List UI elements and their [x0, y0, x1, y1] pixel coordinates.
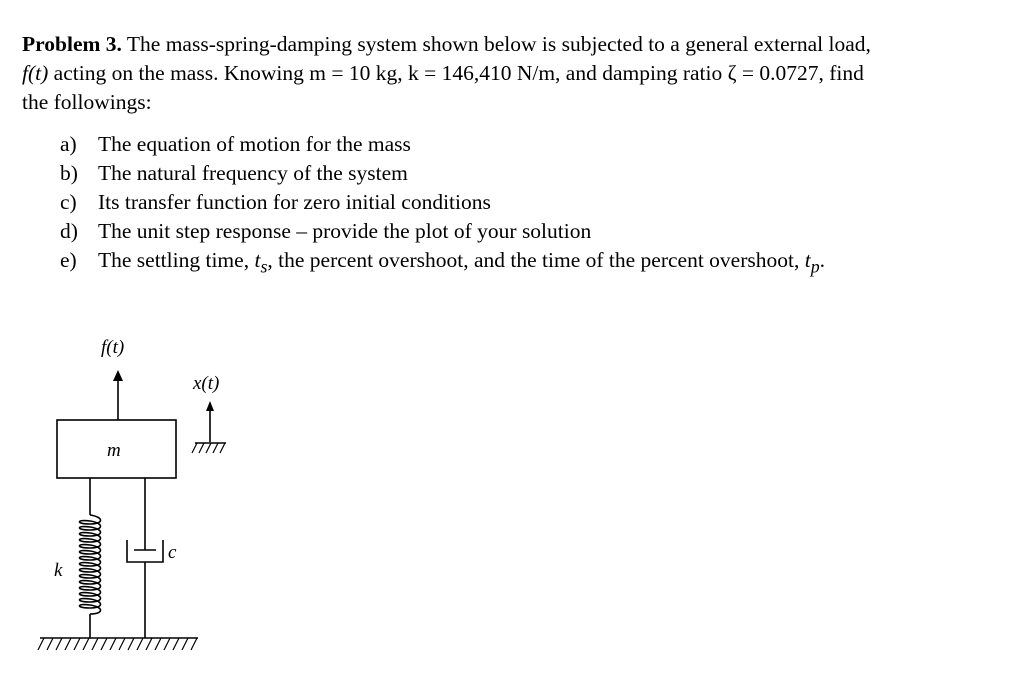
tp-subscript: p	[810, 256, 820, 277]
force-label: f(t)	[101, 337, 125, 358]
task-e-pre: The settling time,	[98, 248, 255, 272]
problem-intro-text: The mass-spring-damping system shown below is subjected to a general external load,	[121, 32, 871, 56]
task-text: Its transfer function for zero initial conditions	[98, 190, 491, 214]
task-item-a	[60, 130, 825, 159]
ground-hatch	[38, 638, 197, 650]
task-text	[98, 246, 825, 281]
problem-line-2	[22, 59, 1007, 88]
task-e-mid: , the percent overshoot, and the time of the percent overshoot,	[267, 248, 805, 272]
task-list	[60, 130, 825, 281]
problem-line-3: the followings:	[22, 90, 152, 114]
task-letter: d)	[60, 219, 78, 243]
problem-statement	[22, 30, 1007, 117]
problem-label: Problem 3.	[22, 32, 122, 56]
spring-coil	[80, 515, 101, 614]
task-text: The unit step response – provide the plot of your solution	[98, 219, 592, 243]
tp-symbol: t	[804, 248, 811, 272]
mass-label: m	[107, 440, 121, 461]
task-item-e	[60, 246, 825, 281]
task-letter: b)	[60, 161, 78, 185]
problem-intro	[22, 30, 1007, 59]
displacement-hatch	[192, 443, 225, 453]
task-letter: c)	[60, 190, 77, 214]
task-e-end: .	[819, 248, 826, 272]
force-arrowhead	[113, 370, 123, 381]
mass-spring-damper-diagram	[0, 300, 260, 670]
task-text: The natural frequency of the system	[98, 161, 408, 185]
spring-label: k	[54, 560, 63, 581]
ts-symbol: t	[254, 248, 261, 272]
damper-label: c	[168, 542, 177, 563]
force-symbol: f(t)	[22, 61, 49, 85]
task-item-c	[60, 188, 825, 217]
task-letter: e)	[60, 248, 77, 272]
displacement-label: x(t)	[193, 373, 220, 394]
problem-line-2-text: acting on the mass. Knowing m = 10 kg, k = 146,410 N/m, and damping ratio ζ = 0.0727, find	[48, 61, 864, 85]
task-text: The equation of motion for the mass	[98, 132, 411, 156]
task-item-d	[60, 217, 825, 246]
task-item-b	[60, 159, 825, 188]
displacement-arrowhead	[206, 401, 214, 411]
ts-subscript: s	[260, 256, 268, 277]
task-letter: a)	[60, 132, 77, 156]
